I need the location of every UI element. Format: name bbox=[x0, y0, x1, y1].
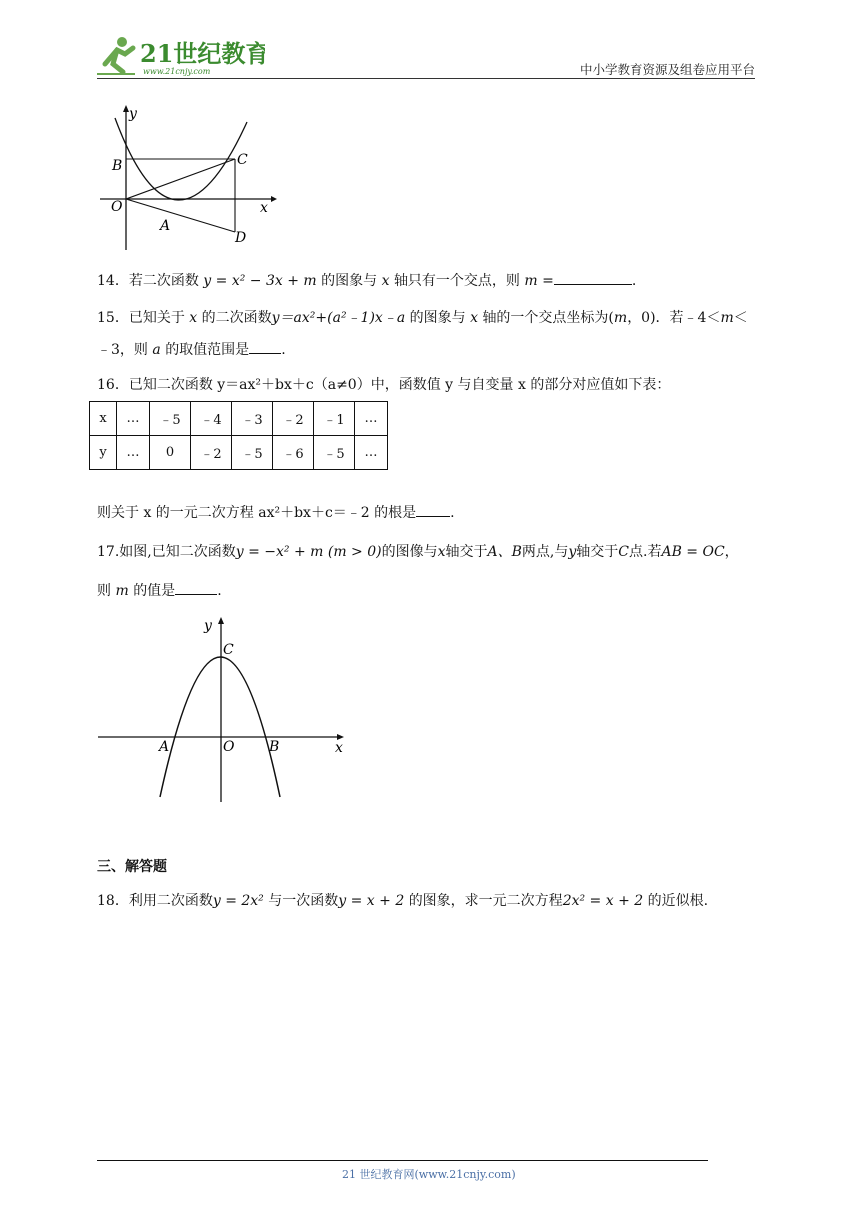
parabola-curve bbox=[160, 657, 280, 797]
x-axis-label: x bbox=[335, 740, 343, 756]
figure-2 bbox=[95, 612, 355, 811]
question-16: 16．已知二次函数 y＝ax²＋bx＋c（a≠0）中，函数值 y 与自变量 x 的部分对应值如下表： bbox=[97, 377, 671, 393]
q18-formula-2: y = x + 2 bbox=[338, 893, 405, 909]
answer-blank bbox=[249, 339, 281, 354]
question-15-line2: ﹣3，则 a 的取值范围是 . bbox=[97, 339, 286, 361]
point-o-label: O bbox=[223, 739, 235, 755]
figure-1 bbox=[95, 100, 285, 259]
q17-formula: y = −x² + m (m > 0) bbox=[235, 544, 382, 560]
q18-formula-1: y = 2x² bbox=[212, 893, 264, 909]
footer-text: 21 世纪教育网(www.21cnjy.com) bbox=[342, 1168, 516, 1181]
logo-url: www.21cnjy.com bbox=[143, 67, 211, 76]
question-18: 18．利用二次函数y = 2x² 与一次函数y = x + 2 的图象，求一元二次方程2x² = x + 2 的近似根. bbox=[97, 893, 709, 909]
q14-formula: y = x² − 3x + m bbox=[203, 273, 317, 289]
point-a-label: A bbox=[159, 739, 170, 755]
table-row: y … 0 ﹣2 ﹣5 ﹣6 ﹣5 … bbox=[90, 436, 388, 470]
site-name: 中小学教育资源及组卷应用平台 bbox=[579, 62, 755, 77]
point-b-label: B bbox=[112, 158, 123, 174]
question-17-line2: 则 m 的值是 . bbox=[97, 580, 222, 602]
point-a-label: A bbox=[160, 218, 171, 234]
question-16-after: 则关于 x 的一元二次方程 ax²＋bx＋c＝﹣2 的根是 . bbox=[97, 502, 455, 524]
point-o-label: O bbox=[111, 199, 123, 215]
point-d-label: D bbox=[235, 230, 247, 246]
q18-formula-3: 2x² = x + 2 bbox=[562, 893, 644, 909]
answer-blank bbox=[554, 270, 632, 285]
y-axis-label: y bbox=[129, 106, 137, 122]
x-axis-label: x bbox=[260, 200, 268, 216]
question-14: 14．若二次函数 y = x² − 3x + m 的图象与 x 轴只有一个交点，则 m = . bbox=[97, 270, 636, 292]
question-17: 17.如图,已知二次函数y = −x² + m (m > 0)的图像与x轴交于A、B两点,与y轴交于C点.若AB = OC， bbox=[97, 544, 739, 560]
table-row: x … ﹣5 ﹣4 ﹣3 ﹣2 ﹣1 … bbox=[90, 402, 388, 436]
footer-divider bbox=[97, 1160, 708, 1161]
point-c-label: C bbox=[237, 152, 248, 168]
value-table bbox=[89, 401, 388, 470]
site-logo bbox=[95, 34, 265, 80]
point-c-label: C bbox=[223, 642, 234, 658]
section-title: 三、解答题 bbox=[97, 859, 167, 875]
answer-blank bbox=[175, 580, 217, 595]
q15-formula: y＝ax²+(a²﹣1)x﹣a bbox=[271, 310, 406, 326]
question-15: 15．已知关于 x 的二次函数y＝ax²+(a²﹣1)x﹣a 的图象与 x 轴的一个交点坐标为(m，0)．若﹣4＜m＜ bbox=[97, 310, 748, 326]
runner-logo-icon bbox=[97, 37, 135, 74]
answer-blank bbox=[416, 502, 450, 517]
y-axis-label: y bbox=[204, 618, 212, 634]
header-divider bbox=[97, 78, 755, 79]
point-b-label: B bbox=[269, 739, 280, 755]
logo-text: 21世纪教育 bbox=[140, 39, 265, 68]
